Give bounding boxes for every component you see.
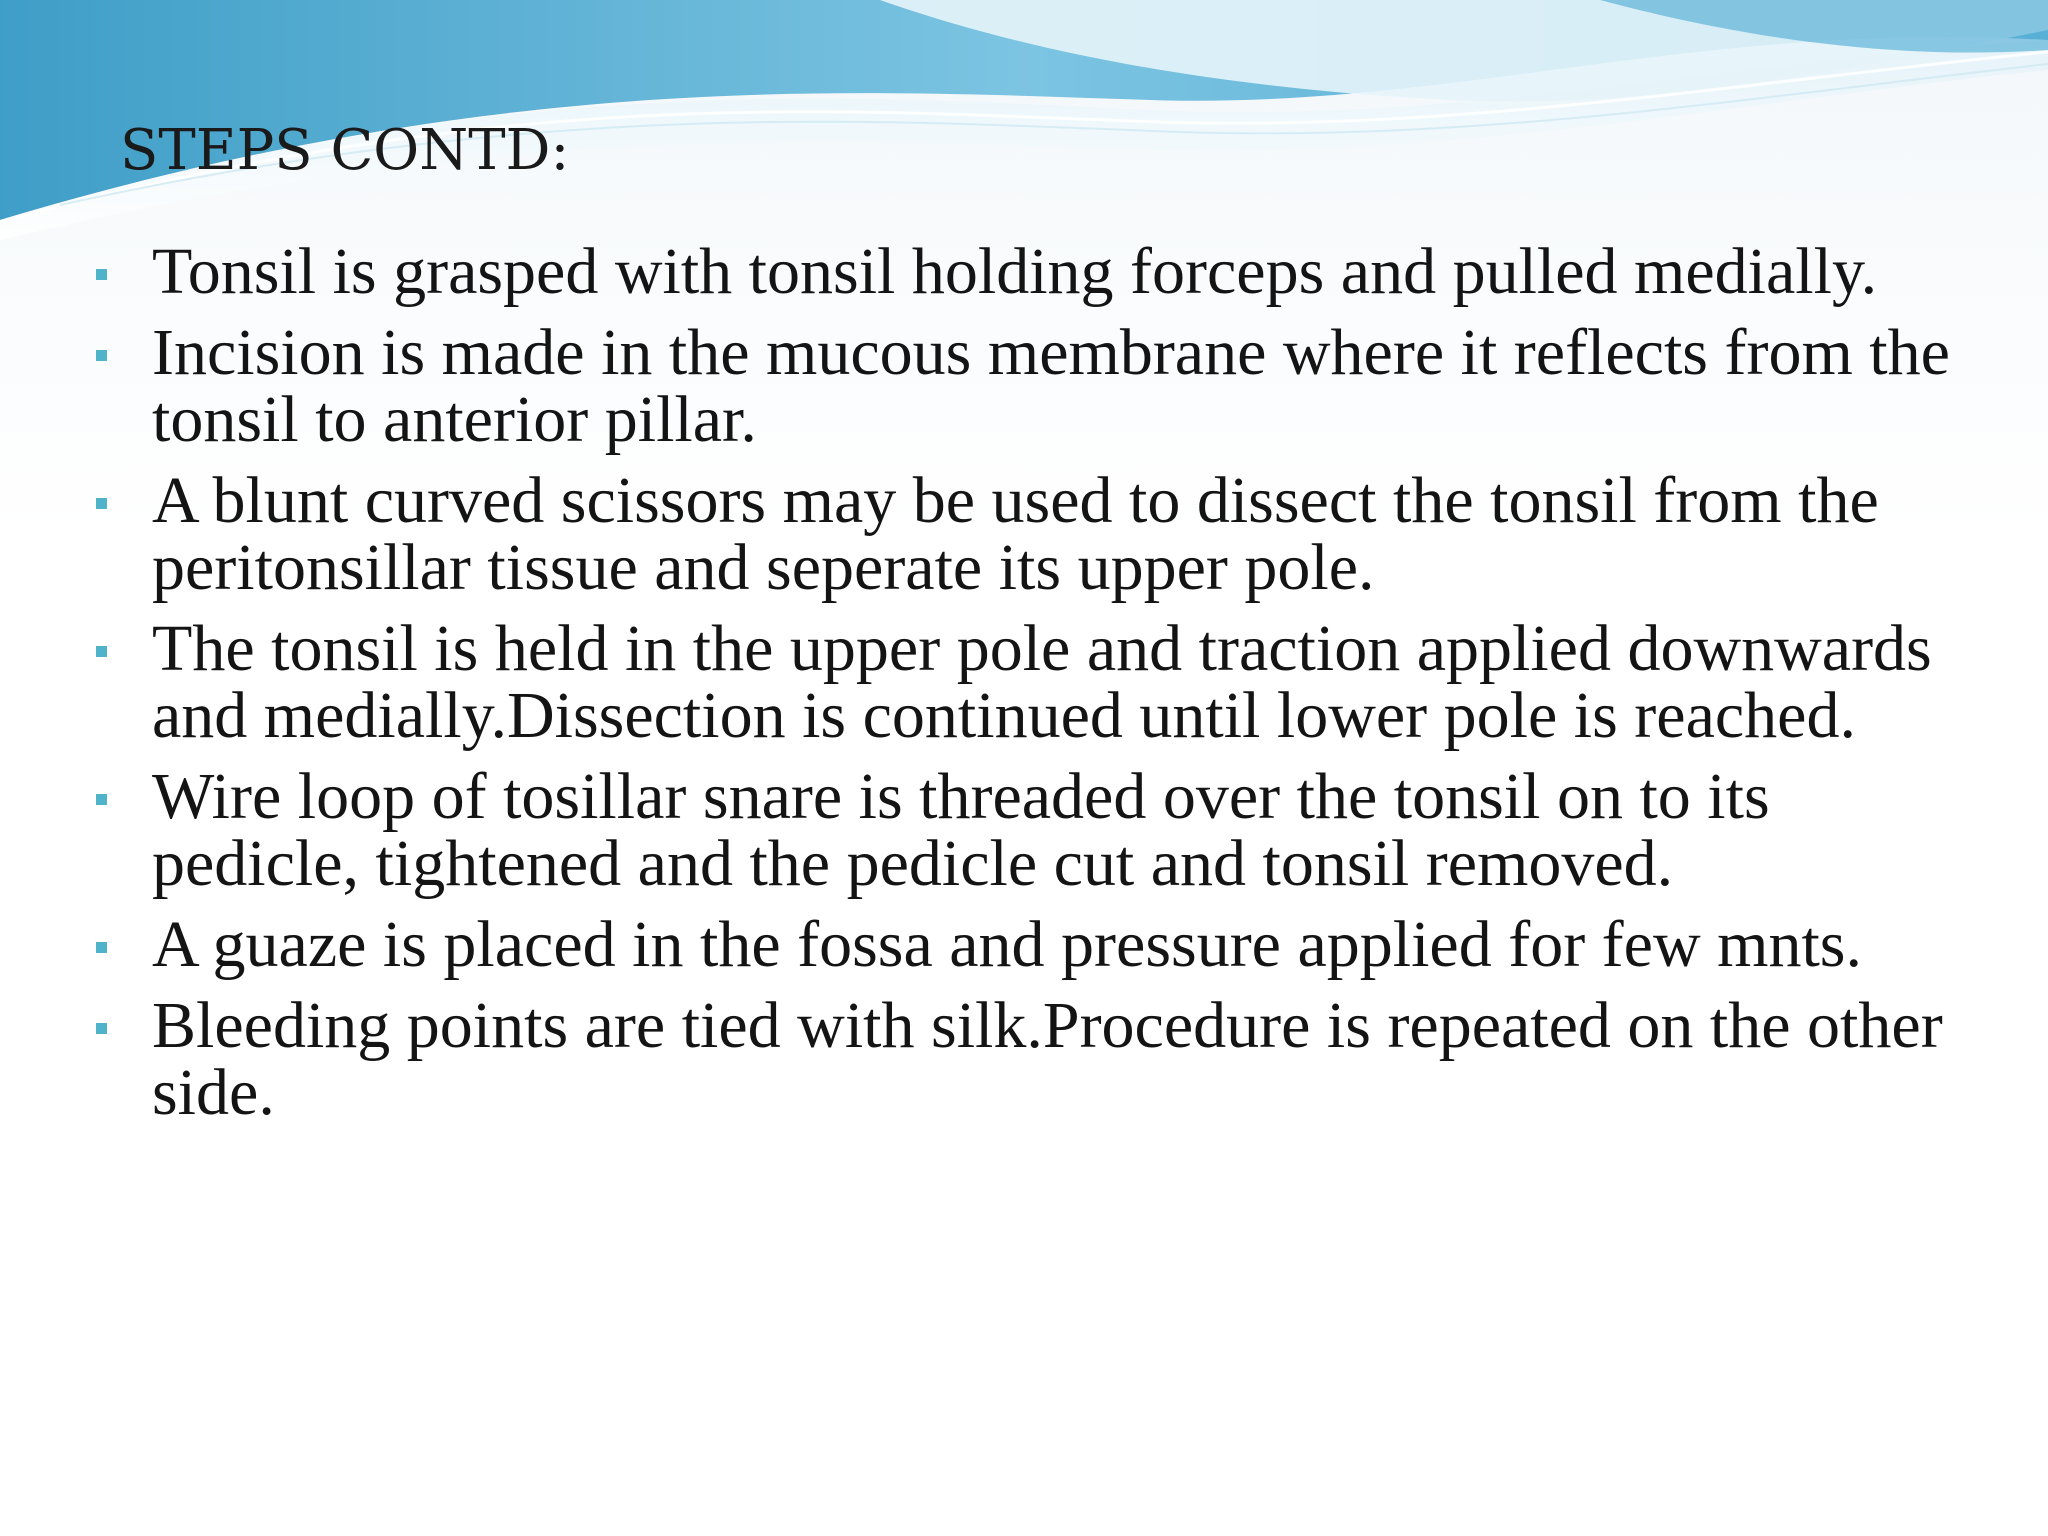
- square-bullet-icon: [96, 646, 107, 657]
- square-bullet-icon: [96, 794, 107, 805]
- square-bullet-icon: [96, 498, 107, 509]
- list-item: [92, 235, 1972, 308]
- slide-title: STEPS CONTD:: [120, 118, 570, 183]
- list-item: [92, 316, 1972, 456]
- bullet-list: [92, 235, 1972, 1140]
- list-item-text: The tonsil is held in the upper pole and traction applied downwards and medially.Dissection is continued until lower pole is reached.: [152, 612, 1932, 752]
- list-item-text: Incision is made in the mucous membrane where it reflects from the tonsil to anterior pillar.: [152, 316, 1950, 456]
- square-bullet-icon: [96, 269, 107, 280]
- square-bullet-icon: [96, 350, 107, 361]
- list-item-text: A guaze is placed in the fossa and pressure applied for few mnts.: [152, 908, 1862, 981]
- list-item-text: Wire loop of tosillar snare is threaded over the tonsil on to its pedicle, tightened and the pedicle cut and tonsil removed.: [152, 760, 1770, 900]
- list-item: [92, 464, 1972, 604]
- list-item: [92, 612, 1972, 752]
- square-bullet-icon: [96, 1023, 107, 1034]
- list-item: [92, 760, 1972, 900]
- square-bullet-icon: [96, 942, 107, 953]
- list-item-text: Bleeding points are tied with silk.Procedure is repeated on the other side.: [152, 989, 1943, 1129]
- list-item: [92, 989, 1972, 1129]
- list-item: [92, 908, 1972, 981]
- list-item-text: Tonsil is grasped with tonsil holding forceps and pulled medially.: [152, 235, 1878, 308]
- list-item-text: A blunt curved scissors may be used to dissect the tonsil from the peritonsillar tissue and seperate its upper pole.: [152, 464, 1879, 604]
